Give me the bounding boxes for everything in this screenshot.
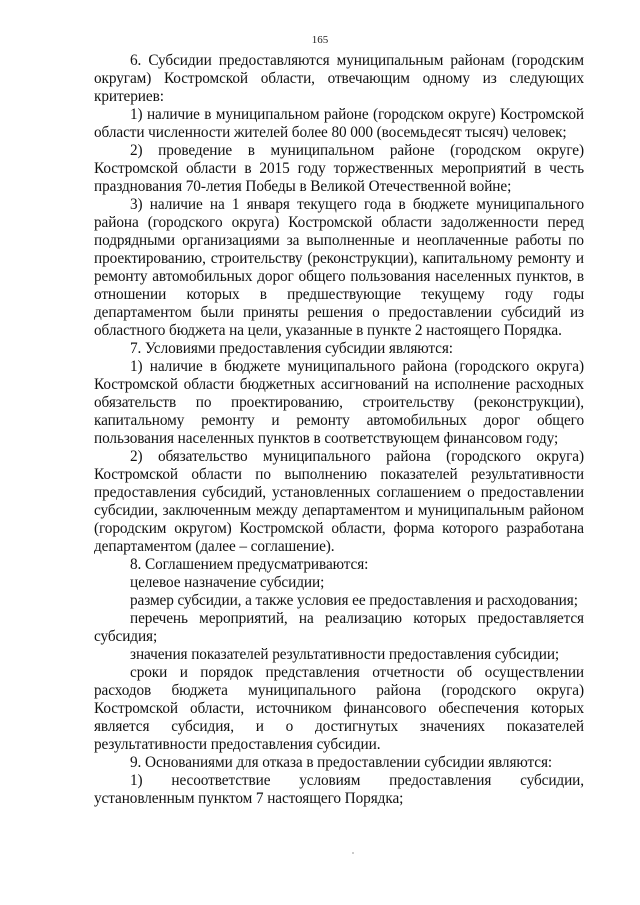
- paragraph-8-item-amount: размер субсидии, а также условия ее предоставления и расходования;: [130, 592, 578, 609]
- paragraph-8-item-reporting: сроки и порядок представления отчетности об осуществлении расходов бюджета муниципального района (городского округа) Костромской области, источником финансового обеспечения которых является субсидия, и о достигнутых значениях показателей результативности предоставления субсидии.: [94, 664, 584, 753]
- paragraph-6-item-1: 1) наличие в муниципальном районе (городском округе) Костромской области численности жителей более 80 000 (восемьдесят тысяч) человек;: [94, 106, 584, 141]
- paragraph-7-item-1: 1) наличие в бюджете муниципального района (городского округа) Костромской области бюджетных ассигнований на исполнение расходных обязательств по проектированию, строительству (реконструкции), капитальному ремонту и ремонту автомобильных дорог общего пользования населенных пунктов в соответствующем финансовом году;: [94, 358, 584, 447]
- paragraph-7-intro: 7. Условиями предоставления субсидии являются:: [130, 340, 453, 357]
- paragraph-7-item-2: 2) обязательство муниципального района (городского округа) Костромской области по выполнению показателей результативности предоставления субсидий, установленных соглашением о предоставлении субсидии, заключенным между департаментом и муниципальным районом (городским округом) Костромской области, форма которого разработана департаментом (далее – соглашение).: [94, 448, 584, 555]
- paragraph-8-item-purpose: целевое назначение субсидии;: [130, 574, 325, 591]
- paragraph-6-item-2: 2) проведение в муниципальном районе (городском округе) Костромской области в 2015 году торжественных мероприятий в честь празднования 70-летия Победы в Великой Отечественной войне;: [94, 142, 584, 195]
- paragraph-9-intro: 9. Основаниями для отказа в предоставлении субсидии являются:: [130, 754, 553, 771]
- page-number: 165: [311, 34, 329, 46]
- document-body: [94, 52, 584, 808]
- paragraph-6-intro: 6. Субсидии предоставляются муниципальным районам (городским округам) Костромской области, отвечающим одному из следующих критериев:: [94, 52, 584, 105]
- paragraph-8-intro: 8. Соглашением предусматриваются:: [130, 556, 369, 573]
- paragraph-9-item-1: 1) несоответствие условиям предоставления субсидии, установленным пунктом 7 настоящего Порядка;: [94, 772, 584, 807]
- paragraph-6-item-3: 3) наличие на 1 января текущего года в бюджете муниципального района (городского округа) Костромской области задолженности перед подрядными организациями за выполненные и неоплаченные работы по проектированию, строительству (реконструкции), капитальному ремонту и ремонту автомобильных дорог общего пользования населенных пунктов, в отношении которых в предшествующие текущему году годы департаментом были приняты решения о предоставлении субсидий из областного бюджета на цели, указанные в пункте 2 настоящего Порядка.: [94, 196, 584, 339]
- paragraph-8-item-indicators: значения показателей результативности предоставления субсидии;: [130, 646, 560, 663]
- scan-speck: [352, 852, 354, 854]
- paragraph-8-item-measures: перечень мероприятий, на реализацию которых предоставляется субсидия;: [94, 610, 584, 645]
